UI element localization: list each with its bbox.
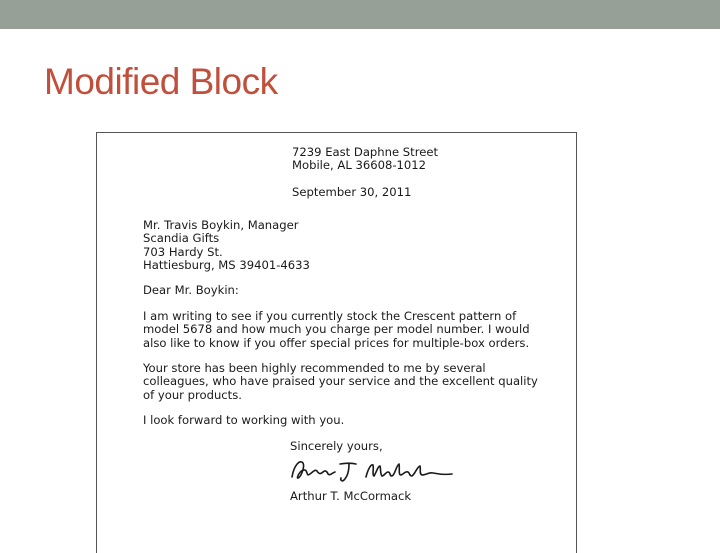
inside-address-line: Hattiesburg, MS 39401-4633 — [143, 258, 310, 273]
letter-date — [292, 186, 411, 199]
paragraph-line: Your store has been highly recommended to me by several — [143, 361, 486, 375]
paragraph-line: colleagues, who have praised your service and the excellent quality — [143, 374, 538, 389]
return-address-line: 7239 East Daphne Street — [292, 145, 439, 159]
typed-name-line: Arthur T. McCormack — [290, 489, 412, 503]
paragraph-line: I am writing to see if you currently stock the Crescent pattern of — [143, 309, 517, 323]
inside-address — [143, 219, 310, 273]
salutation — [143, 284, 239, 297]
paragraph-line: I look forward to working with you. — [143, 413, 345, 427]
body-paragraph-2 — [143, 362, 538, 402]
return-address-line: Mobile, AL 36608-1012 — [292, 158, 427, 173]
paragraph-line: of your products. — [143, 387, 242, 402]
letter-image — [96, 132, 577, 553]
inside-address-line: Mr. Travis Boykin, Manager — [143, 218, 299, 232]
handwritten-signature — [288, 455, 458, 485]
return-address — [292, 146, 438, 173]
top-accent-bar — [0, 0, 720, 29]
paragraph-line: model 5678 and how much you charge per model number. I would — [143, 322, 530, 337]
slide-title: Modified Block — [44, 61, 278, 102]
closing-line: Sincerely yours, — [290, 439, 383, 453]
salutation-line: Dear Mr. Boykin: — [143, 283, 239, 297]
typed-name — [290, 490, 411, 503]
body-paragraph-1 — [143, 310, 530, 350]
paragraph-line: also like to know if you offer special prices for multiple-box orders. — [143, 335, 530, 350]
date-line: September 30, 2011 — [292, 185, 412, 199]
inside-address-line: 703 Hardy St. — [143, 244, 223, 259]
inside-address-line: Scandia Gifts — [143, 231, 220, 246]
complimentary-close — [290, 440, 383, 453]
body-paragraph-3 — [143, 414, 344, 427]
